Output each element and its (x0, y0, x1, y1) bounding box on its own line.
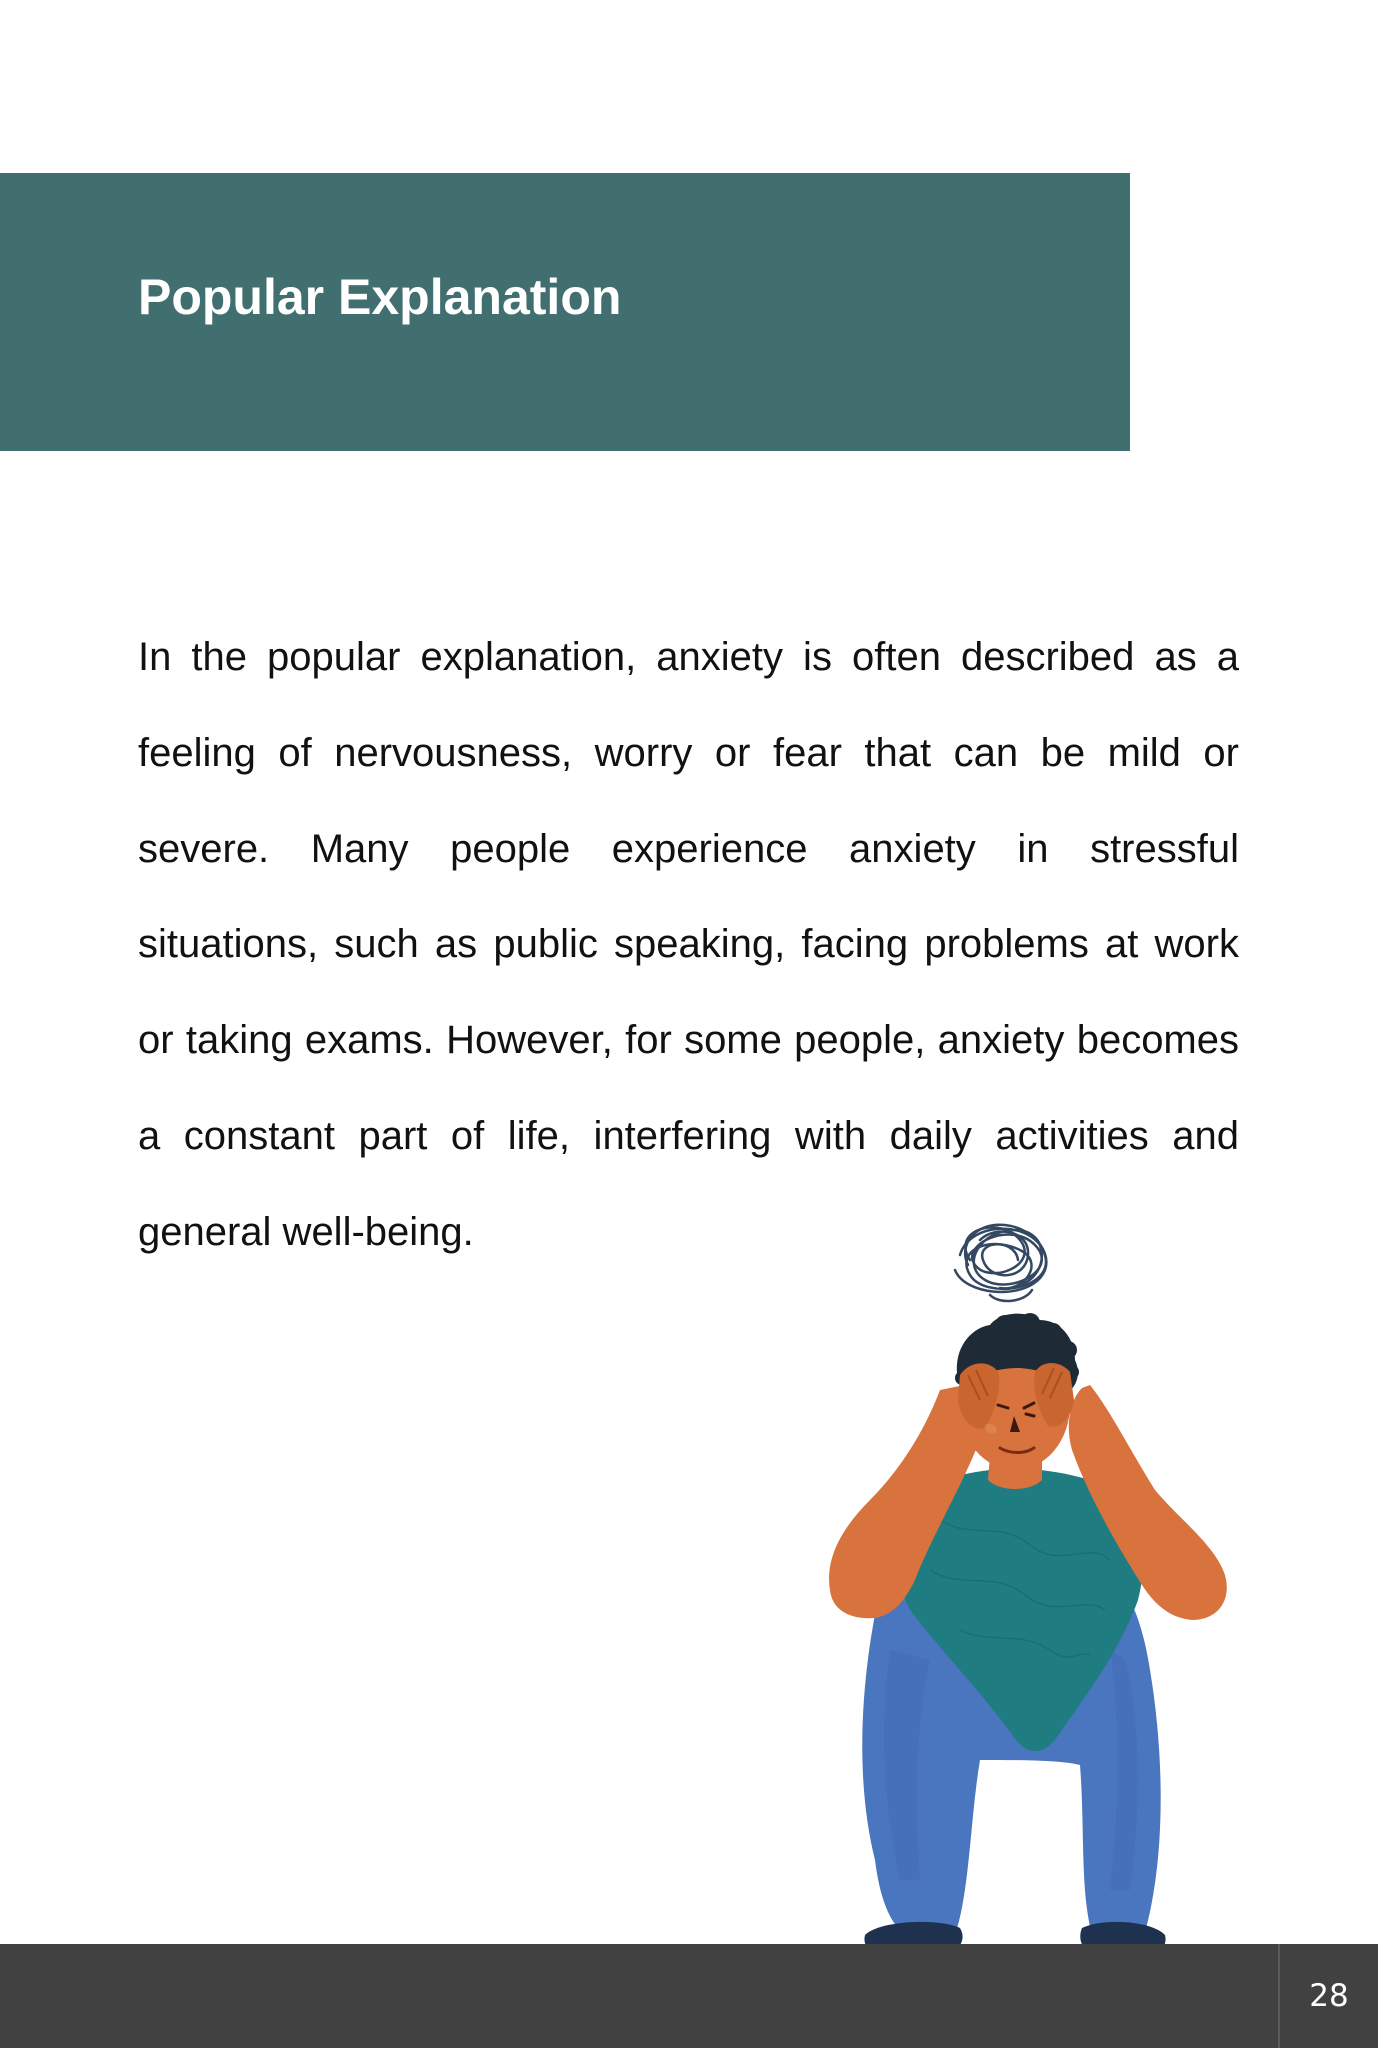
page-number: 28 (1309, 1978, 1349, 2014)
page-title: Popular Explanation (138, 269, 622, 325)
body-paragraph: In the popular explanation, anxiety is often described as a feeling of nervousness, worry or fear that can be mild or severe. Many people experience anxiety in stressful situations, such as public speaking, facing problems at work or taking exams. However, for some people, anxiety becomes a constant part of life, interfering with daily activities and general well-being. (138, 635, 1239, 1254)
anxious-person-illustration (820, 1200, 1310, 1980)
scribble-icon (955, 1225, 1046, 1301)
footer-bar (0, 1944, 1378, 2048)
